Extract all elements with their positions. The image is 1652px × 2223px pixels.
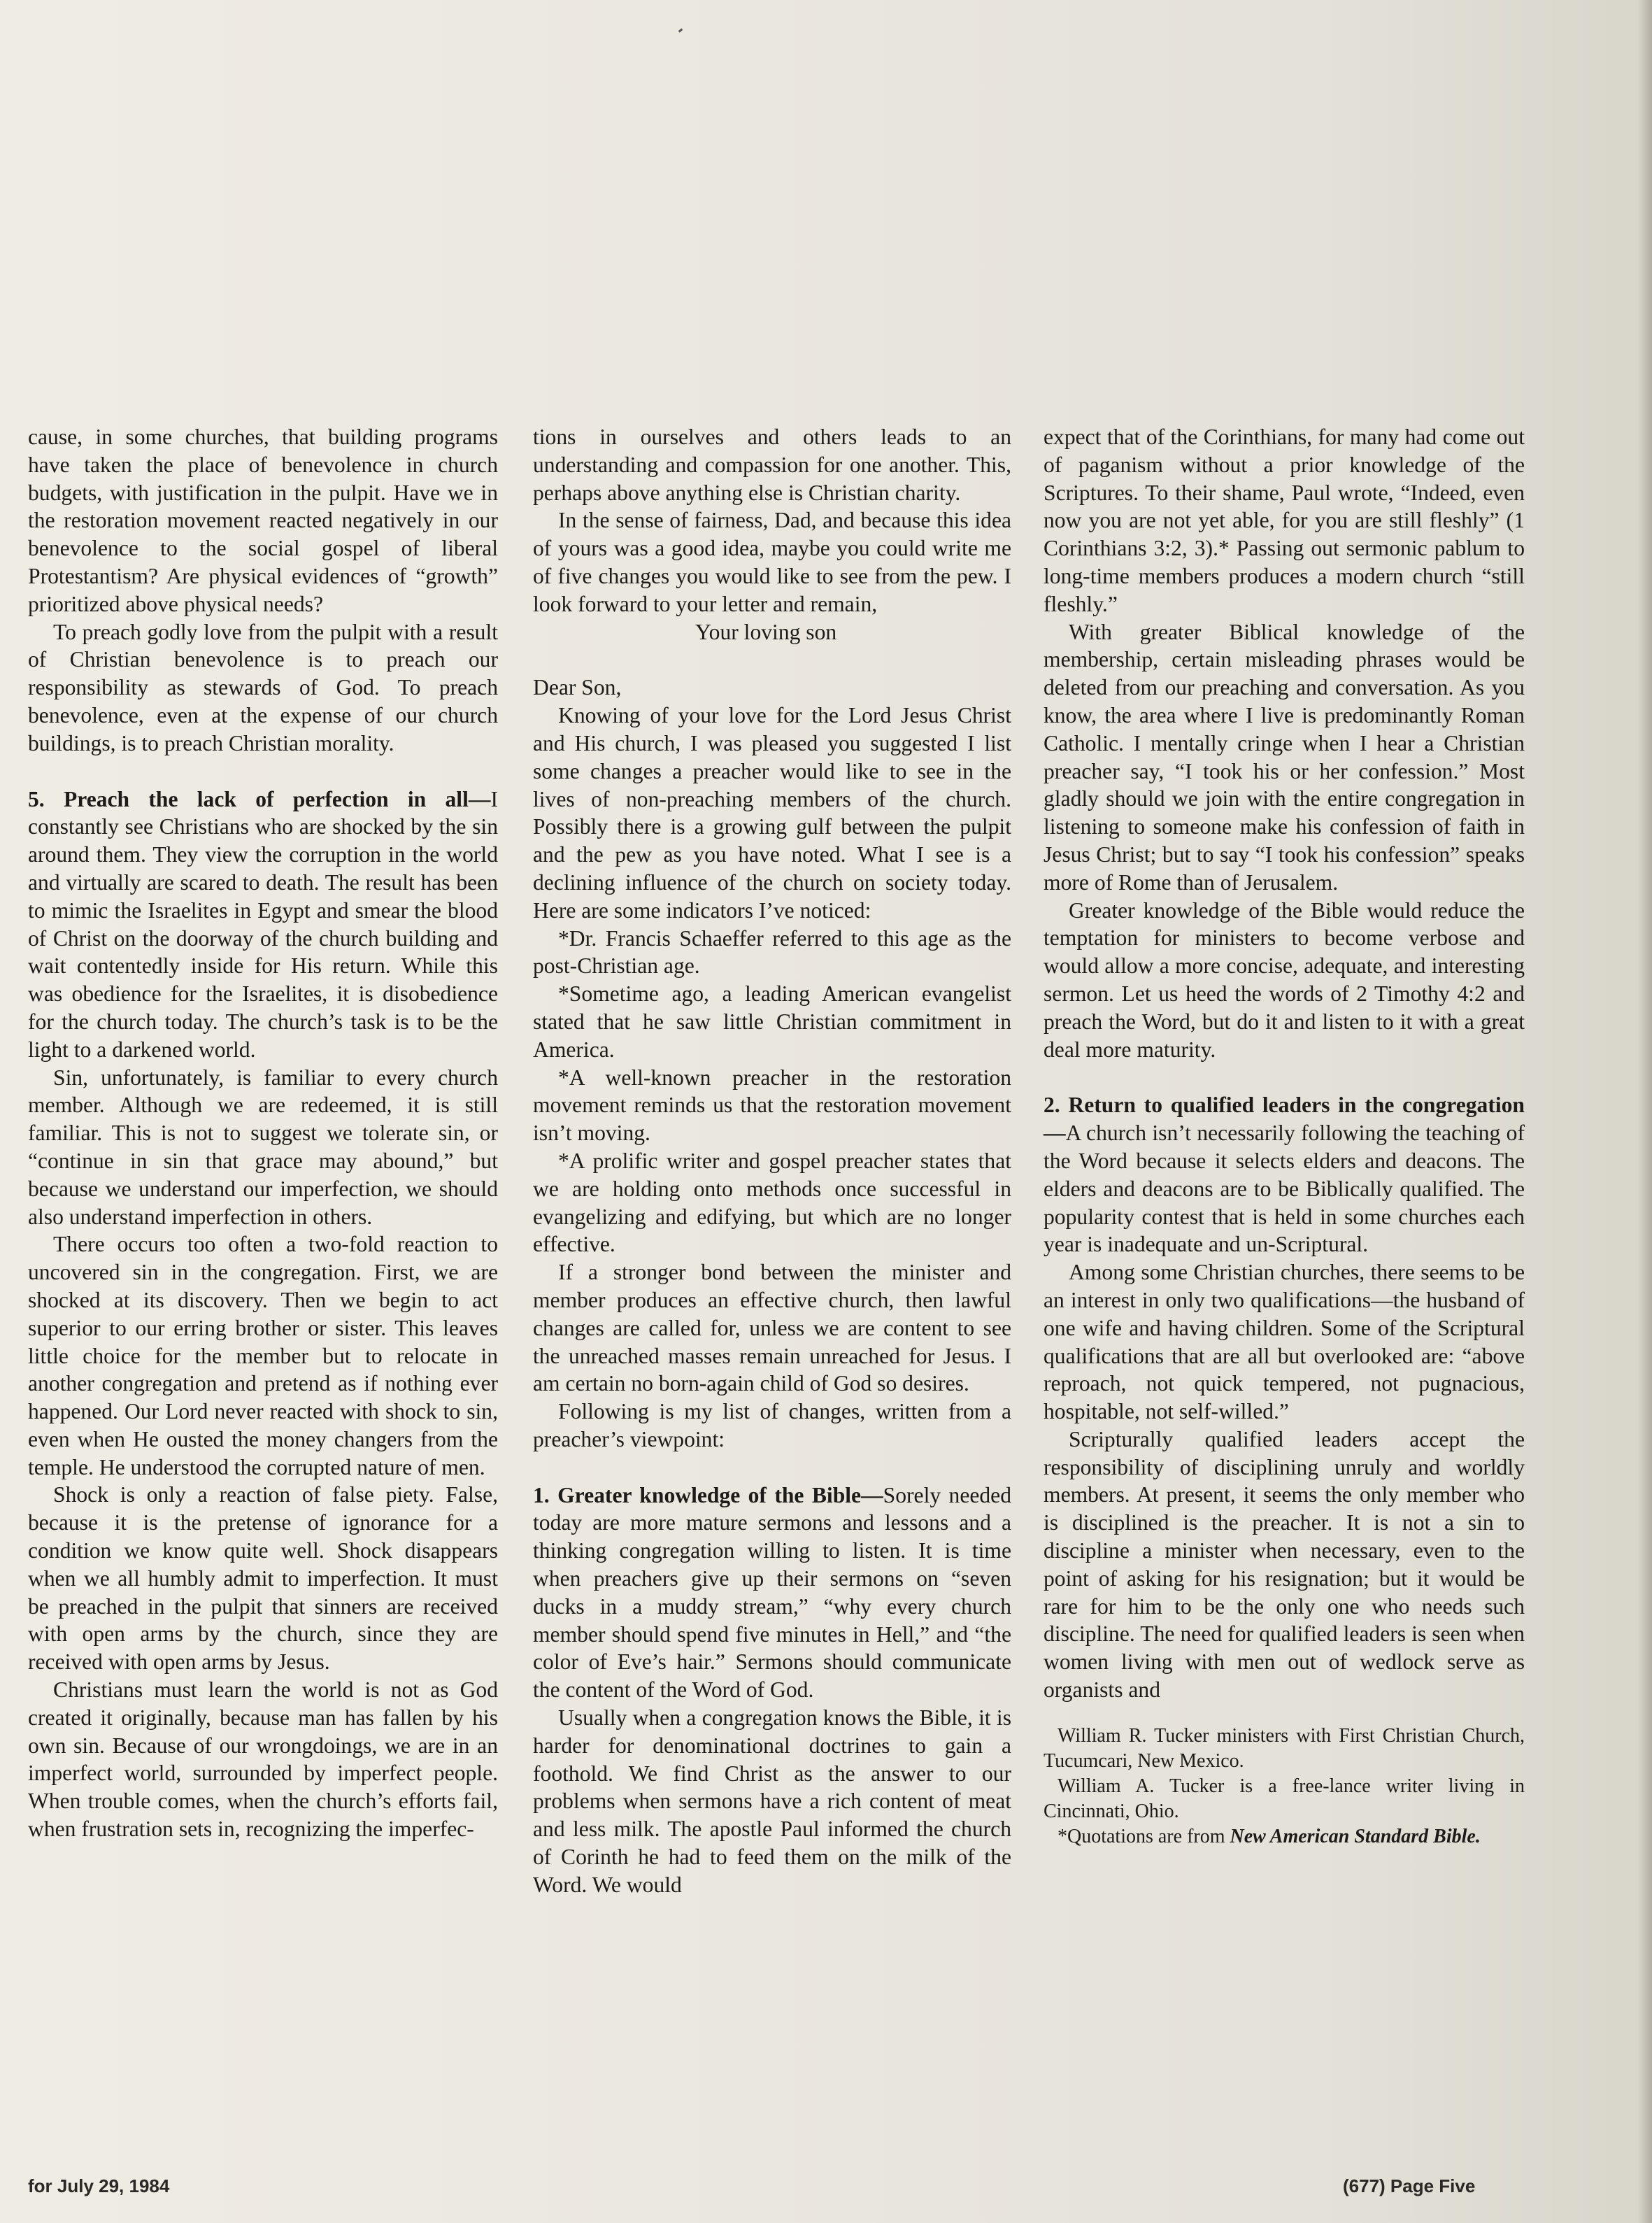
paragraph: In the sense of fairness, Dad, and because this idea of yours was a good idea, maybe you could write me of five changes you would like to see from the pew. I look forward to your letter and remain,	[533, 508, 1011, 616]
bible-title: New American Standard Bible.	[1230, 1825, 1481, 1847]
paragraph: tions in ourselves and others leads to an understanding and compassion for one another. This, perhaps above anything else is Christian charity.	[533, 425, 1011, 505]
paragraph: *A prolific writer and gospel preacher states that we are holding onto methods once successful in evangelizing and edifying, but which are no longer effective.	[533, 1148, 1011, 1257]
paragraph: With greater Biblical knowledge of the membership, certain misleading phrases would be deleted from our preaching and conversation. As you know, the area where I live is predominantly Roman Catholic. I mentally cringe when I hear a Christian preacher say, “I took his or her confession.” Most gladly should we join with the entire congregation in listening to someone make his confession of faith in Jesus Christ; but to say “I took his confession” speaks more of Rome than of Jerusalem.	[1044, 619, 1525, 895]
paragraph: To preach godly love from the pulpit with a result of Christian benevolence is to preach our responsibility as stewards of God. To preach benevolence, even at the expense of our church buildings, is to preach Christian morality.	[28, 619, 498, 755]
paragraph: Sin, unfortunately, is familiar to every church member. Although we are redeemed, it is still familiar. This is not to suggest we tolerate sin, or “continue in sin that grace may abound,” but because we understand our imperfection, we should also understand imperfection in others.	[28, 1065, 498, 1229]
paragraph: *Dr. Francis Schaeffer referred to this age as the post-Christian age.	[533, 925, 1011, 979]
quotation-note	[1044, 1824, 1525, 1849]
section-heading-2	[1044, 1091, 1525, 1258]
author-notes	[1044, 1724, 1525, 1849]
letter-salutation: Dear Son,	[533, 675, 622, 700]
heading-text: I constantly see Christians who are shocked by the sin around them. They view the corruption in the world and virtually are scared to death. The result has been to mimic the Israelites in Egypt and smear the blood of Christ on the doorway of the church building and wait contentedly inside for His return. While this was obedience for the Israelites, it is disobedience for the church today. The church’s task is to be the light to a darkened world.	[28, 786, 498, 1062]
heading-label: 1. Greater knowledge of the Bible—	[533, 1482, 883, 1507]
paragraph: Shock is only a reaction of false piety. False, because it is the pretense of ignorance for a condition we know quite well. Shock disappears when we all humbly admit to imperfection. It must be preached in the pulpit that sinners are received with open arms by the church, since they are received with open arms by Jesus.	[28, 1482, 498, 1675]
footer-page-number: (677) Page Five	[1343, 2175, 1476, 2196]
author-note: William R. Tucker ministers with First Christian Church, Tucumcari, New Mexico.	[1044, 1724, 1525, 1772]
paragraph: cause, in some churches, that building programs have taken the place of benevolence in church budgets, with justification in the pulpit. Have we in the restoration movement reacted negatively in our benevolence to the social gospel of liberal Protestantism? Are physical evidences of “growth” prioritized above physical needs?	[28, 425, 498, 616]
paragraph: Greater knowledge of the Bible would reduce the temptation for ministers to become verbose and would allow a more concise, adequate, and interesting sermon. Let us heed the words of 2 Timothy 4:2 and preach the Word, but do it and listen to it with a great deal more maturity.	[1044, 897, 1525, 1062]
column-right	[1044, 423, 1525, 1849]
paragraph: *A well-known preacher in the restoration movement reminds us that the restoration movement isn’t moving.	[533, 1065, 1011, 1146]
paragraph: Christians must learn the world is not as God created it originally, because man has fallen by his own sin. Because of our wrongdoings, we are in an imperfect world, surrounded by imperfect people. When trouble comes, when the church’s efforts fail, when frustration sets in, recognizing the imperfec-	[28, 1677, 498, 1842]
page-edge-shadow	[1638, 0, 1652, 2223]
heading-label: 5. Preach the lack of perfection in all—	[28, 786, 491, 811]
heading-label: 2. Return to qualified leaders in the congregation—	[1044, 1093, 1525, 1146]
column-left	[28, 423, 498, 1843]
heading-text: A church isn’t necessarily following the teaching of the Word because it selects elders and deacons. The elders and deacons are to be Biblically qualified. The popularity contest that is held in some churches each year is inadequate and un-Scriptural.	[1044, 1121, 1525, 1257]
paragraph: expect that of the Corinthians, for many had come out of paganism without a prior knowledge of the Scriptures. To their shame, Paul wrote, “Indeed, even now you are not yet able, for you are still fleshly” (1 Corinthians 3:2, 3).* Passing out sermonic pablum to long-time members produces a modern church “still fleshly.”	[1044, 425, 1525, 616]
paragraph: There occurs too often a two-fold reaction to uncovered sin in the congregation. First, we are shocked at its discovery. Then we begin to act superior to our erring brother or sister. This leaves little choice for the member but to relocate in another congregation and pretend as if nothing ever happened. Our Lord never reacted with shock to sin, even when He ousted the money changers from the temple. He understood the corrupted nature of men.	[28, 1232, 498, 1479]
column-middle	[533, 423, 1011, 1899]
paragraph: If a stronger bond between the minister and member produces an effective church, then lawful changes are called for, unless we are content to see the unreached masses remain unreached for Jesus. I am certain no born-again child of God so desires.	[533, 1260, 1011, 1396]
paragraph: Usually when a congregation knows the Bible, it is harder for denominational doctrines to gain a foothold. We find Christ as the answer to our problems when sermons have a rich content of meat and less milk. The apostle Paul informed the church of Corinth he had to feed them on the milk of the Word. We would	[533, 1705, 1011, 1897]
heading-text: Sorely needed today are more mature sermons and lessons and a thinking congregation willing to listen. It is time when preachers give up their sermons on “seven ducks in a muddy stream,” “why every church member should spend five minutes in Hell,” and “the color of Eve’s hair.” Sermons should communicate the content of the Word of God.	[533, 1482, 1012, 1703]
paragraph: Among some Christian churches, there seems to be an interest in only two qualifications—the husband of one wife and having children. Some of the Scriptural qualifications that are all but overlooked are: “above reproach, not quick tempered, not pugnacious, hospitable, not self-willed.”	[1044, 1260, 1525, 1424]
quotation-note-prefix: *Quotations are from	[1058, 1825, 1230, 1847]
section-heading-1	[533, 1482, 1011, 1704]
paragraph: *Sometime ago, a leading American evangelist stated that he saw little Christian commitment in America.	[533, 981, 1011, 1062]
author-note: William A. Tucker is a free-lance writer living in Cincinnati, Ohio.	[1044, 1775, 1525, 1822]
section-heading-5	[28, 786, 498, 1064]
paragraph: Scripturally qualified leaders accept the responsibility of disciplining unruly and worldly members. At present, it seems the only member who is disciplined is the preacher. It is not a sin to discipline a minister when necessary, even to the point of asking for his resignation; but it would be rare for him to be the only one who needs such discipline. The need for qualified leaders is seen when women living with men out of wedlock serve as organists and	[1044, 1426, 1525, 1703]
letter-closing: Your loving son	[695, 619, 837, 644]
paragraph: Following is my list of changes, written from a preacher’s viewpoint:	[533, 1399, 1011, 1451]
footer-date: for July 29, 1984	[28, 2175, 170, 2196]
paragraph: Knowing of your love for the Lord Jesus Christ and His church, I was pleased you suggested I list some changes a preacher would like to see in the lives of non-preaching members of the church. Possibly there is a growing gulf between the pulpit and the pew as you have noted. What I see is a declining influence of the church on society today. Here are some indicators I’ve noticed:	[533, 703, 1011, 923]
